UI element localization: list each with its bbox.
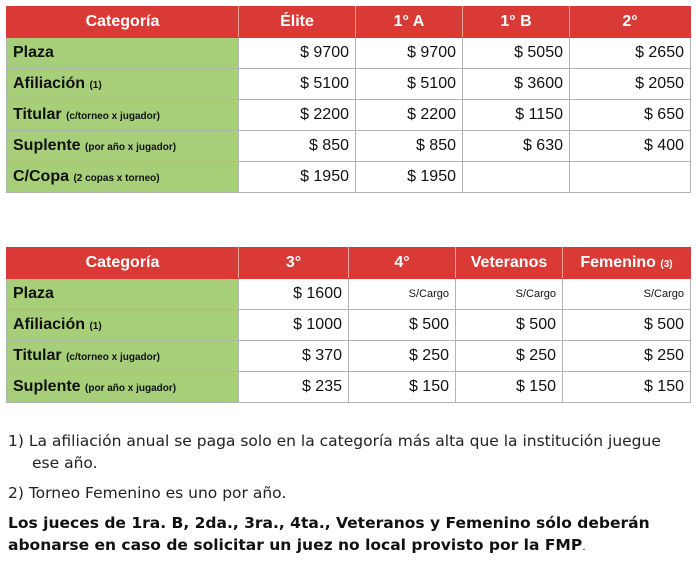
column-header: Categoría [7,7,239,38]
cell-value: $ 5100 [356,69,463,100]
cell-value: $ 500 [456,310,563,341]
footnote-1: 1) La afiliación anual se paga solo en la categoría más alta que la institución juegue ese año. [8,432,661,472]
cell-value: S/Cargo [349,279,456,310]
cell-value: $ 250 [349,341,456,372]
row-note: (por año x jugador) [85,383,177,394]
header-note: (3) [660,259,673,270]
row-note: (c/torneo x jugador) [66,111,160,122]
cell-value: $ 400 [570,131,691,162]
cell-value [463,162,570,193]
cell-value: $ 235 [239,372,349,403]
cell-value: $ 2650 [570,38,691,69]
column-header: Categoría [7,248,239,279]
table-row [7,279,691,310]
row-label: Afiliación (1) [7,310,239,341]
row-label: Plaza [7,279,239,310]
row-label: Titular (c/torneo x jugador) [7,100,239,131]
column-header: Veteranos [456,248,563,279]
column-header: Élite [239,7,356,38]
row-note: (2 copas x torneo) [73,173,160,184]
cell-value: $ 850 [356,131,463,162]
cell-value: $ 5050 [463,38,570,69]
row-note: (c/torneo x jugador) [66,352,160,363]
row-label: Afiliación (1) [7,69,239,100]
table-row [7,38,691,69]
cell-value: $ 850 [239,131,356,162]
column-header: 2° [570,7,691,38]
cell-value: S/Cargo [456,279,563,310]
row-note: (1) [89,80,102,91]
row-label: Titular (c/torneo x jugador) [7,341,239,372]
cell-value: $ 630 [463,131,570,162]
table-row [7,131,691,162]
row-label: Suplente (por año x jugador) [7,372,239,403]
cell-value [570,162,691,193]
column-header: 4° [349,248,456,279]
referee-note: Los jueces de 1ra. B, 2da., 3ra., 4ta., Veteranos y Femenino sólo deberán abonarse en caso de solicitar un juez no local provisto por la FMP. [8,514,650,554]
table-row [7,162,691,193]
row-label: C/Copa (2 copas x torneo) [7,162,239,193]
table-header-row [7,248,691,279]
table-row [7,69,691,100]
row-note: (por año x jugador) [85,142,177,153]
cell-value: $ 150 [563,372,691,403]
column-header: 1° A [356,7,463,38]
cell-value: $ 1950 [356,162,463,193]
cell-value: $ 500 [349,310,456,341]
fees-table-top [6,6,691,193]
footnote-2: 2) Torneo Femenino es uno por año. [8,484,287,502]
cell-value: $ 500 [563,310,691,341]
cell-value: S/Cargo [563,279,691,310]
fees-table-bottom [6,247,691,403]
row-label: Suplente (por año x jugador) [7,131,239,162]
table-row [7,310,691,341]
cell-value: $ 250 [563,341,691,372]
cell-value: $ 2050 [570,69,691,100]
cell-value: $ 2200 [356,100,463,131]
cell-value: $ 9700 [356,38,463,69]
cell-value: $ 150 [456,372,563,403]
cell-value: $ 250 [456,341,563,372]
cell-value: $ 650 [570,100,691,131]
table-row [7,372,691,403]
cell-value: $ 1150 [463,100,570,131]
footnotes [8,430,692,558]
column-header: 3° [239,248,349,279]
row-label: Plaza [7,38,239,69]
cell-value: $ 1000 [239,310,349,341]
table-header-row [7,7,691,38]
row-note: (1) [89,321,102,332]
cell-value: $ 150 [349,372,456,403]
table-row [7,100,691,131]
table-row [7,341,691,372]
cell-value: $ 9700 [239,38,356,69]
cell-value: $ 2200 [239,100,356,131]
cell-value: $ 370 [239,341,349,372]
column-header: 1° B [463,7,570,38]
cell-value: $ 3600 [463,69,570,100]
column-header: Femenino (3) [563,248,691,279]
cell-value: $ 1600 [239,279,349,310]
cell-value: $ 1950 [239,162,356,193]
cell-value: $ 5100 [239,69,356,100]
